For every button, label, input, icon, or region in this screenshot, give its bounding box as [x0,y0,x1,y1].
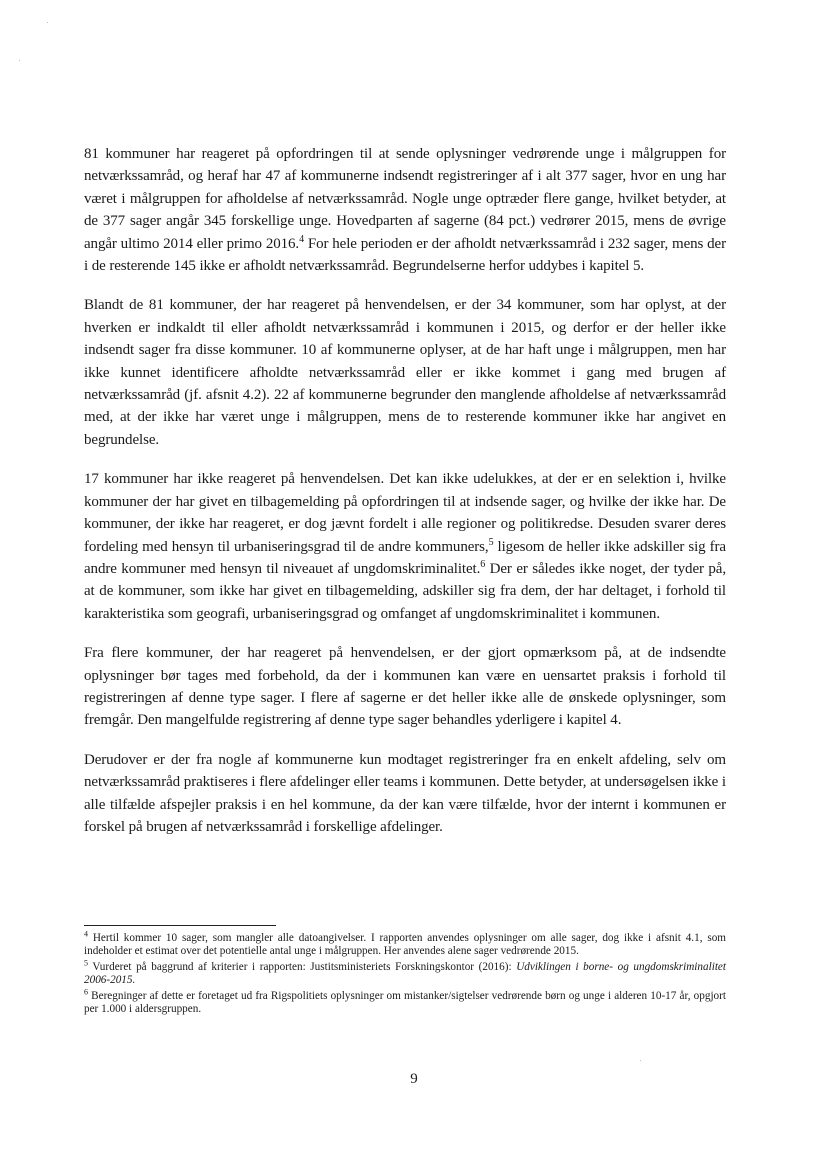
scan-speck [47,22,48,23]
text-run: Beregninger af dette er foretaget ud fra Rigspolitiets oplysninger om mistanker/sigtelser vedrørende børn og unge i alderen 10-17 år, opgjort per 1.000 i aldersgruppen. [84,989,726,1016]
text-run: Blandt de 81 kommuner, der har reageret på henvendelsen, er der 34 kommuner, som har oplyst, at der hverken er indkaldt til eller afholdt netværkssamråd i kommunen i 2015, og derfor er der heller ikke indsendt sager fra disse kommuner. 10 af kommunerne oplyser, at de har haft unge i målgruppen, men har ikke kunnet identificere afholdte netværkssamråd eller er ikke kommet i gang med brugen af netværkssamråd (jf. afsnit 4.2). 22 af kommunerne begrunder den manglende afholdelse af netværkssamråd med, at der ikke har været unge i målgruppen, mens de to resterende kommuner ikke har angivet en begrundelse. [84,297,726,448]
italic-text: Udviklingen i borne- og ungdomskriminalitet 2006-2015. [84,960,726,987]
body-text [84,143,726,855]
footnote-marker: 4 [84,929,88,939]
text-run: Der er således ikke noget, der tyder på, at de kommuner, som ikke har givet en tilbagemelding, adskiller sig fra dem, der har deltaget, i forhold til karakteristika som geografi, urbaniseringsgrad og omfanget af ungdomskriminalitet i kommunen. [84,560,726,622]
text-run: Derudover er der fra nogle af kommunerne kun modtaget registreringer fra en enkelt afdeling, selv om netværkssamråd praktiseres i flere afdelinger eller teams i kommunen. Dette betyder, at undersøgelsen ikke i alle tilfælde afspejler praksis i en hel kommune, da der kan være tilfælde, hvor der internt i kommunen er forskel på brugen af netværkssamråd i forskellige afdelinger. [84,751,726,835]
footnote-marker: 5 [488,536,494,548]
scan-speck [19,60,20,61]
paragraph [84,642,726,732]
text-run: Hertil kommer 10 sager, som mangler alle datoangivelser. I rapporten anvendes oplysninger om alle sager, dog ikke i afsnit 4.1, som indeholder et estimat over det potentielle antal unge i målgruppen. Her anvendes alene sager vedrørende 2015. [84,932,726,958]
text-run: 17 kommuner har ikke reageret på henvendelsen. Det kan ikke udelukkes, at der er en selektion i, hvilke kommuner der har givet en tilbagemelding på opfordringen til at indsende sager, og hvilke der ikke har. De kommuner, der ikke har reageret, er dog jævnt fordelt i alle regioner og politikredse. Desuden svarer deres fordeling med hensyn til urbaniseringsgrad til de andre kommuners, [84,471,726,555]
footnote-marker: 6 [84,986,88,996]
footnote-marker: 4 [299,233,304,245]
scan-speck [640,1060,641,1061]
paragraph [84,749,726,839]
text-run: Fra flere kommuner, der har reageret på henvendelsen, er der gjort opmærksom på, at de indsendte oplysninger bør tages med forbehold, da der i kommunen kan være en uensartet praksis i forhold til registreringen af denne type sager. I flere af sagerne er det heller ikke alle de ønskede oplysninger, som fremgår. Den mangelfulde registrering af denne type sager behandles yderligere i kapitel 4. [84,645,726,729]
footnote-marker: 6 [480,558,486,570]
footnote-marker: 5 [84,958,88,968]
footnote-separator [84,925,276,926]
text-run: For hele perioden er der afholdt netværkssamråd i 232 sager, mens der i de resterende 145 ikke er afholdt netværkssamråd. Begrundelserne herfor uddybes i kapitel 5. [84,235,726,275]
footnotes [84,929,726,1018]
paragraph [84,143,726,277]
paragraph [84,468,726,625]
footnote [84,958,726,988]
paragraph [84,294,726,451]
page-number: 9 [410,1071,418,1087]
text-run: 81 kommuner har reageret på opfordringen til at sende oplysninger vedrørende unge i målgruppen for netværkssamråd, og heraf har 47 af kommunerne indsendt registreringer af i alt 377 sager, hvor en ung har været i målgruppen for afholdelse af netværkssamråd. Nogle unge optræder flere gange, hvilket betyder, at de 377 sager angår 345 forskellige unge. Hovedparten af sagerne (84 pct.) vedrører 2015, mens de øvrige angår ultimo 2014 eller primo 2016. [84,146,726,252]
text-run: ligesom de heller ikke adskiller sig fra andre kommuner med hensyn til niveauet af ungdomskriminalitet. [84,538,726,577]
footnote [84,929,726,959]
footnote [84,986,726,1017]
text-run: Vurderet på baggrund af kriterier i rapporten: Justitsministeriets Forskningskontor (2016): [88,960,517,973]
